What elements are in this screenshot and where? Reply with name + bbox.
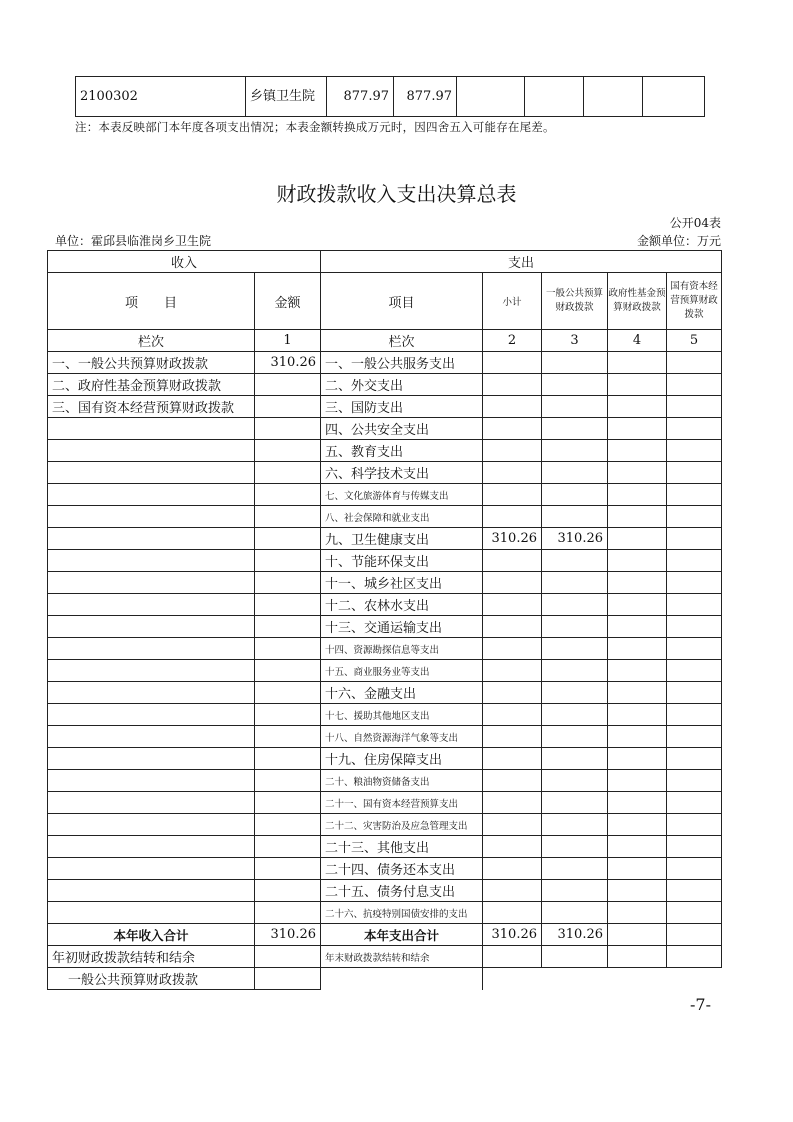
fund-budget-cell: [608, 572, 667, 594]
income-amount-cell: [255, 682, 321, 704]
header-row: [48, 273, 722, 330]
subtotal-cell: [483, 770, 542, 792]
income-item-cell: [48, 836, 255, 858]
previous-table-fragment: [75, 76, 705, 117]
income-item-cell: [48, 902, 255, 924]
subtotal-cell: [483, 616, 542, 638]
fund-budget-cell: [608, 704, 667, 726]
carryover-row: [48, 968, 722, 990]
income-item-cell: [48, 418, 255, 440]
income-amount-cell: [255, 572, 321, 594]
income-amount-cell: [255, 506, 321, 528]
income-item-cell: [48, 462, 255, 484]
fund-budget-cell: [608, 506, 667, 528]
income-amount-cell: [255, 484, 321, 506]
column-number: 1: [255, 330, 321, 352]
income-item-cell: [48, 572, 255, 594]
subtotal-cell: [483, 880, 542, 902]
subtotal-cell: [483, 594, 542, 616]
state-capital-cell: [667, 924, 722, 946]
amount-header: 金额: [255, 273, 321, 330]
carryover-begin-label: 年初财政拨款结转和结余: [48, 946, 255, 968]
expense-item-cell: 十三、交通运输支出: [321, 616, 483, 638]
subtotal-total: 310.26: [483, 924, 542, 946]
empty-cell: [525, 77, 584, 117]
income-amount-cell: [255, 748, 321, 770]
empty-cell: [255, 946, 321, 968]
general-budget-cell: [542, 462, 608, 484]
income-amount-cell: 310.26: [255, 352, 321, 374]
subtotal-cell: [483, 638, 542, 660]
income-amount-cell: [255, 880, 321, 902]
state-capital-cell: [667, 616, 722, 638]
expense-item-cell: 七、文化旅游体育与传媒支出: [321, 484, 483, 506]
table-row: [48, 748, 722, 770]
state-capital-cell: [667, 814, 722, 836]
income-item-cell: [48, 792, 255, 814]
table-row: [76, 77, 705, 117]
fund-budget-header: 政府性基金预算财政拨款: [608, 273, 667, 330]
income-item-cell: [48, 682, 255, 704]
fund-budget-cell: [608, 440, 667, 462]
income-total-label: 本年收入合计: [48, 924, 255, 946]
income-amount-cell: [255, 550, 321, 572]
expense-item-cell: 二十四、债务还本支出: [321, 858, 483, 880]
empty-cell: [255, 968, 321, 990]
general-budget-total: 310.26: [542, 924, 608, 946]
subtotal-cell: [483, 660, 542, 682]
expense-item-cell: 九、卫生健康支出: [321, 528, 483, 550]
income-amount-cell: [255, 528, 321, 550]
expense-item-cell: 十八、自然资源海洋气象等支出: [321, 726, 483, 748]
carryover-row: [48, 946, 722, 968]
general-budget-cell: [542, 770, 608, 792]
general-budget-cell: [542, 880, 608, 902]
general-budget-cell: [542, 506, 608, 528]
subtotal-cell: [483, 506, 542, 528]
subtotal-header: 小计: [483, 273, 542, 330]
empty-cell: [542, 946, 608, 968]
general-budget-cell: [542, 572, 608, 594]
income-item-cell: [48, 726, 255, 748]
general-budget-cell: [542, 836, 608, 858]
income-amount-cell: [255, 396, 321, 418]
expense-item-cell: 五、教育支出: [321, 440, 483, 462]
empty-cell: [483, 946, 542, 968]
column-number: 5: [667, 330, 722, 352]
income-item-cell: 三、国有资本经营预算财政拨款: [48, 396, 255, 418]
column-number-row: [48, 330, 722, 352]
income-item-cell: [48, 770, 255, 792]
income-amount-cell: [255, 814, 321, 836]
state-capital-cell: [667, 638, 722, 660]
income-amount-cell: [255, 858, 321, 880]
table-row: [48, 462, 722, 484]
subtotal-cell: [483, 418, 542, 440]
empty-cell: [667, 946, 722, 968]
table-row: [48, 638, 722, 660]
state-capital-cell: [667, 836, 722, 858]
money-unit-label: 金额单位：万元: [636, 234, 721, 248]
income-item-cell: [48, 660, 255, 682]
income-item-cell: [48, 550, 255, 572]
state-capital-cell: [667, 704, 722, 726]
fund-budget-cell: [608, 638, 667, 660]
expense-item-cell: 十五、商业服务业等支出: [321, 660, 483, 682]
income-item-cell: [48, 594, 255, 616]
empty-cell: [457, 77, 525, 117]
fund-budget-cell: [608, 616, 667, 638]
subtotal-cell: [483, 792, 542, 814]
table-row: [48, 352, 722, 374]
income-amount-cell: [255, 594, 321, 616]
table-row: [48, 550, 722, 572]
subtotal-cell: [483, 726, 542, 748]
expense-item-cell: 二十五、债务付息支出: [321, 880, 483, 902]
income-amount-cell: [255, 836, 321, 858]
general-budget-cell: [542, 704, 608, 726]
column-number: 4: [608, 330, 667, 352]
fund-budget-cell: [608, 836, 667, 858]
general-budget-cell: [542, 418, 608, 440]
income-item-cell: [48, 748, 255, 770]
expense-item-cell: 二、外交支出: [321, 374, 483, 396]
empty-cell: [321, 968, 483, 990]
expense-item-cell: 六、科学技术支出: [321, 462, 483, 484]
income-amount-cell: [255, 418, 321, 440]
expense-item-cell: 十六、金融支出: [321, 682, 483, 704]
income-item-cell: [48, 858, 255, 880]
subtotal-cell: [483, 396, 542, 418]
fund-budget-cell: [608, 374, 667, 396]
empty-cell: [483, 968, 542, 990]
empty-cell: [542, 968, 608, 990]
state-capital-cell: [667, 528, 722, 550]
empty-cell: [667, 968, 722, 990]
income-amount-cell: [255, 440, 321, 462]
table-row: [48, 770, 722, 792]
subtotal-cell: [483, 704, 542, 726]
expense-item-cell: 十四、资源勘探信息等支出: [321, 638, 483, 660]
subtotal-cell: [483, 462, 542, 484]
state-capital-cell: [667, 484, 722, 506]
subtotal-cell: [483, 682, 542, 704]
subtotal-cell: 310.26: [483, 528, 542, 550]
state-capital-cell: [667, 770, 722, 792]
table-row: [48, 572, 722, 594]
general-budget-cell: [542, 352, 608, 374]
fund-budget-cell: [608, 660, 667, 682]
table-row: [48, 704, 722, 726]
fund-budget-cell: [608, 880, 667, 902]
expense-item-cell: 二十、粮油物资储备支出: [321, 770, 483, 792]
general-budget-cell: [542, 594, 608, 616]
fund-budget-cell: [608, 814, 667, 836]
table-row: [48, 418, 722, 440]
value-cell: 877.97: [394, 77, 457, 117]
table-row: [48, 440, 722, 462]
income-amount-cell: [255, 660, 321, 682]
expense-item-cell: 二十二、灾害防治及应急管理支出: [321, 814, 483, 836]
fund-budget-cell: [608, 902, 667, 924]
fund-budget-cell: [608, 484, 667, 506]
income-total-amount: 310.26: [255, 924, 321, 946]
subtotal-cell: [483, 550, 542, 572]
empty-cell: [584, 77, 643, 117]
fund-budget-cell: [608, 748, 667, 770]
totals-row: [48, 924, 722, 946]
general-budget-cell: [542, 748, 608, 770]
state-capital-cell: [667, 506, 722, 528]
header-row: [48, 251, 722, 273]
income-amount-cell: [255, 704, 321, 726]
fund-budget-cell: [608, 396, 667, 418]
state-capital-cell: [667, 594, 722, 616]
state-capital-cell: [667, 792, 722, 814]
subtotal-cell: [483, 748, 542, 770]
state-capital-cell: [667, 352, 722, 374]
state-capital-cell: [667, 682, 722, 704]
subtotal-cell: [483, 484, 542, 506]
general-budget-cell: [542, 616, 608, 638]
table-row: [48, 506, 722, 528]
empty-cell: [643, 77, 705, 117]
state-capital-cell: [667, 418, 722, 440]
expense-item-cell: 十九、住房保障支出: [321, 748, 483, 770]
income-item-cell: [48, 506, 255, 528]
expense-header: 支出: [321, 251, 722, 273]
fund-budget-cell: [608, 682, 667, 704]
state-capital-cell: [667, 396, 722, 418]
income-header: 收入: [48, 251, 321, 273]
state-capital-cell: [667, 880, 722, 902]
income-amount-cell: [255, 726, 321, 748]
general-budget-cell: [542, 550, 608, 572]
lanci-label: 栏次: [321, 330, 483, 352]
table-row: [48, 792, 722, 814]
table-row: [48, 660, 722, 682]
expense-item-cell: 十二、农林水支出: [321, 594, 483, 616]
fund-budget-cell: [608, 594, 667, 616]
fund-budget-cell: [608, 462, 667, 484]
fund-budget-cell: [608, 770, 667, 792]
fund-budget-cell: [608, 550, 667, 572]
income-item-cell: 一、一般公共预算财政拨款: [48, 352, 255, 374]
subtotal-cell: [483, 572, 542, 594]
form-number: 公开04表: [669, 216, 721, 230]
state-capital-cell: [667, 902, 722, 924]
fund-budget-cell: [608, 792, 667, 814]
income-item-cell: 二、政府性基金预算财政拨款: [48, 374, 255, 396]
fund-budget-cell: [608, 858, 667, 880]
subtotal-cell: [483, 858, 542, 880]
page-title: 财政拨款收入支出决算总表: [276, 182, 517, 206]
general-budget-cell: [542, 396, 608, 418]
fund-budget-cell: [608, 528, 667, 550]
expense-item-cell: 四、公共安全支出: [321, 418, 483, 440]
income-item-cell: [48, 616, 255, 638]
income-item-cell: [48, 704, 255, 726]
income-item-cell: [48, 484, 255, 506]
table-row: [48, 726, 722, 748]
general-budget-cell: [542, 638, 608, 660]
subtotal-cell: [483, 352, 542, 374]
general-budget-cell: [542, 682, 608, 704]
income-amount-cell: [255, 770, 321, 792]
subtotal-cell: [483, 814, 542, 836]
general-budget-cell: [542, 814, 608, 836]
expense-item-cell: 八、社会保障和就业支出: [321, 506, 483, 528]
empty-cell: [608, 946, 667, 968]
table-row: [48, 814, 722, 836]
state-capital-cell: [667, 726, 722, 748]
expense-item-cell: 一、一般公共服务支出: [321, 352, 483, 374]
fund-budget-cell: [608, 726, 667, 748]
expense-item-cell: 十、节能环保支出: [321, 550, 483, 572]
carryover-end-label: 年末财政拨款结转和结余: [321, 946, 483, 968]
table-note: 注：本表反映部门本年度各项支出情况；本表金额转换成万元时，因四舍五入可能存在尾差。: [75, 120, 555, 134]
expense-item-cell: 二十六、抗疫特别国债安排的支出: [321, 902, 483, 924]
table-row: [48, 396, 722, 418]
income-item-cell: [48, 528, 255, 550]
empty-cell: [608, 968, 667, 990]
page-number: -7-: [690, 995, 711, 1014]
table-row: [48, 682, 722, 704]
expense-item-cell: 十七、援助其他地区支出: [321, 704, 483, 726]
income-amount-cell: [255, 462, 321, 484]
table-row: [48, 594, 722, 616]
state-capital-cell: [667, 462, 722, 484]
expense-item-cell: 二十三、其他支出: [321, 836, 483, 858]
expense-item-cell: 二十一、国有资本经营预算支出: [321, 792, 483, 814]
column-number: 3: [542, 330, 608, 352]
income-item-cell: [48, 814, 255, 836]
general-budget-cell: [542, 440, 608, 462]
subtotal-cell: [483, 836, 542, 858]
general-budget-header: 一般公共预算财政拨款: [542, 273, 608, 330]
income-amount-cell: [255, 638, 321, 660]
function-name: 乡镇卫生院: [246, 77, 327, 117]
general-budget-cell: [542, 374, 608, 396]
table-row: [48, 880, 722, 902]
state-capital-cell: [667, 748, 722, 770]
carryover-general-label: 一般公共预算财政拨款: [48, 968, 255, 990]
state-capital-cell: [667, 550, 722, 572]
subtotal-cell: [483, 902, 542, 924]
expense-total-label: 本年支出合计: [321, 924, 483, 946]
general-budget-cell: [542, 792, 608, 814]
fund-budget-cell: [608, 352, 667, 374]
income-amount-cell: [255, 902, 321, 924]
income-amount-cell: [255, 616, 321, 638]
general-budget-cell: [542, 660, 608, 682]
state-capital-cell: [667, 858, 722, 880]
general-budget-cell: 310.26: [542, 528, 608, 550]
table-row: [48, 858, 722, 880]
state-capital-cell: [667, 440, 722, 462]
income-amount-cell: [255, 792, 321, 814]
value-cell: 877.97: [327, 77, 394, 117]
general-budget-cell: [542, 726, 608, 748]
state-capital-cell: [667, 660, 722, 682]
income-item-cell: [48, 440, 255, 462]
expense-item-cell: 三、国防支出: [321, 396, 483, 418]
state-capital-cell: [667, 572, 722, 594]
table-row: [48, 528, 722, 550]
table-row: [48, 484, 722, 506]
table-row: [48, 902, 722, 924]
state-capital-cell: [667, 374, 722, 396]
general-budget-cell: [542, 484, 608, 506]
expense-item-cell: 十一、城乡社区支出: [321, 572, 483, 594]
column-number: 2: [483, 330, 542, 352]
fund-budget-cell: [608, 418, 667, 440]
income-item-cell: [48, 880, 255, 902]
table-row: [48, 616, 722, 638]
table-row: [48, 374, 722, 396]
subtotal-cell: [483, 374, 542, 396]
state-capital-header: 国有资本经营预算财政拨款: [667, 273, 722, 330]
expense-item-header: 项目: [321, 273, 483, 330]
table-row: [48, 836, 722, 858]
budget-summary-table: [47, 250, 722, 990]
general-budget-cell: [542, 858, 608, 880]
general-budget-cell: [542, 902, 608, 924]
unit-label: 单位：霍邱县临淮岗乡卫生院: [55, 234, 212, 248]
function-code: 2100302: [76, 77, 246, 117]
item-header: 项 目: [48, 273, 255, 330]
lanci-label: 栏次: [48, 330, 255, 352]
fund-budget-cell: [608, 924, 667, 946]
income-item-cell: [48, 638, 255, 660]
income-amount-cell: [255, 374, 321, 396]
subtotal-cell: [483, 440, 542, 462]
